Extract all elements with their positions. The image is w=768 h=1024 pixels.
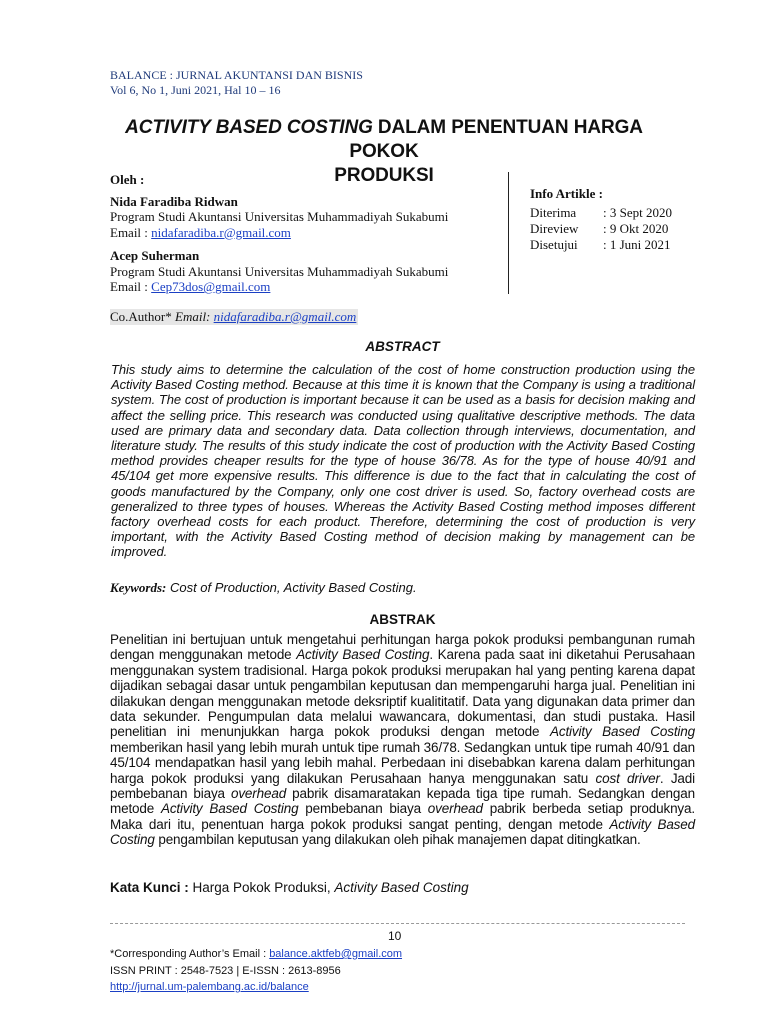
author-affiliation: Program Studi Akuntansi Universitas Muhammadiyah Sukabumi — [110, 209, 449, 224]
email-label: Email : — [110, 279, 152, 294]
keywords-text: Cost of Production, Activity Based Costing. — [166, 580, 417, 595]
corresponding-label: *Corresponding Author’s Email : — [110, 948, 270, 960]
author-email-row — [110, 225, 510, 241]
info-row — [530, 237, 730, 253]
oleh-label: Oleh : — [110, 172, 145, 187]
abstract-heading: ABSTRACT — [365, 339, 440, 354]
author-name: Nida Faradiba Ridwan — [110, 193, 238, 209]
kata-kunci-line — [110, 880, 469, 895]
info-row — [530, 221, 730, 237]
info-title: Info Artikle : — [530, 186, 603, 201]
kata-kunci-text: Harga Pokok Produksi, — [188, 880, 335, 895]
info-key: Diterima — [530, 205, 577, 220]
info-key: Disetujui — [530, 237, 578, 252]
author-email-link[interactable]: Cep73dos@gmail.com — [151, 279, 271, 294]
journal-header — [110, 68, 363, 98]
title-rest: DALAM PENENTUAN HARGA POKOK — [349, 117, 643, 162]
author-email-row — [110, 279, 510, 295]
authors-block — [110, 172, 510, 295]
article-info — [530, 186, 730, 253]
corresponding-email-row — [110, 946, 402, 963]
keywords-label: Keywords: — [110, 580, 167, 595]
title-italic: ACTIVITY BASED COSTING — [125, 117, 373, 138]
keywords-line — [110, 580, 417, 596]
coauthor-email-label: Email: — [175, 309, 214, 324]
info-value: : 9 Okt 2020 — [603, 221, 669, 236]
author-affiliation: Program Studi Akuntansi Universitas Muhammadiyah Sukabumi — [110, 263, 449, 279]
info-value: : 1 Juni 2021 — [603, 237, 671, 252]
abstract-text: This study aims to determine the calculation of the cost of home construction production using the Activity Based Costing method. Because at this time it is known that the Company is using a traditional system. The cost of production is important because it can be used as a basis for decision making and affect the selling price. This research was conducted using qualitative descriptive methods. The data used are primary data and secondary data. Data collection through interviews, documentation, and literature study. The results of this study indicate the cost of production with the Activity Based Costing method provides cheaper results for the type of house 36/78. As for the type of house 40/91 and 45/104 get more expensive results. This difference is due to the fact that in calculating the cost of goods manufactured by the Company, only one cost driver is used. So, factory overhead costs are generalized to three types of houses. Whereas the Activity Based Costing method imposes different factory overhead costs for each product. Therefore, determining the cost of production is very important, with the Activity Based Costing method of decision making by management can be improved. — [111, 362, 695, 560]
info-row — [530, 205, 730, 221]
corresponding-email-link[interactable]: balance.aktfeb@gmail.com — [269, 948, 403, 960]
journal-name: BALANCE : JURNAL AKUNTANSI DAN BISNIS — [110, 68, 363, 82]
footer — [110, 946, 402, 996]
title-line2: PRODUKSI — [334, 165, 434, 186]
abstrak-heading: ABSTRAK — [369, 612, 436, 627]
journal-volume: Vol 6, No 1, Juni 2021, Hal 10 – 16 — [110, 83, 281, 97]
kata-kunci-label: Kata Kunci : — [110, 880, 189, 895]
page-number: 10 — [388, 929, 402, 943]
footer-divider — [110, 923, 685, 924]
coauthor-line — [110, 309, 358, 325]
author-1 — [110, 194, 510, 241]
author-name: Acep Suherman — [110, 248, 200, 263]
coauthor-label: Co.Author* — [110, 309, 175, 324]
journal-url-link[interactable]: http://jurnal.um-palembang.ac.id/balance — [110, 981, 309, 993]
coauthor-email-link[interactable]: nidafaradiba.r@gmail.com — [213, 309, 357, 324]
info-value: : 3 Sept 2020 — [603, 205, 672, 220]
author-email-link[interactable]: nidafaradiba.r@gmail.com — [151, 224, 291, 240]
divider-line — [508, 172, 509, 294]
email-label: Email : — [110, 224, 152, 240]
abstrak-text: Penelitian ini bertujuan untuk mengetahui perhitungan harga pokok produksi pembangunan rumah dengan menggunakan metode Activity Based Costing. Karena pada saat ini diketahui Perusahaan menggunakan system tradisional. Harga pokok produksi merupakan hal yang penting karena dapat dijadikan sebagai dasar untuk pengambilan keputusan dan mempengaruhi harga jual. Penelitian ini dilakukan dengan menggunakan metode deksriptif kualititatif. Data yang digunakan data primer dan data sekunder. Pengumpulan data melalui wawancara, dokumentasi, dan studi pustaka. Hasil penelitian ini menunjukkan harga pokok produksi dengan metode Activity Based Costing memberikan hasil yang lebih murah untuk tipe rumah 36/78. Sedangkan untuk tipe rumah 40/91 dan 45/104 mendapatkan hasil yang lebih mahal. Perbedaan ini disebabkan karena dalam perhitungan harga pokok produksi yang dilakukan Perusahaan hanya menggunakan satu cost driver. Jadi pembebanan biaya overhead pabrik disamaratakan kepada tiga tipe rumah. Sedangkan dengan metode Activity Based Costing pembebanan biaya overhead pabrik berbeda setiap produknya. Maka dari itu, penentuan harga pokok produksi sangat penting, dengan metode Activity Based Costing pengambilan keputusan yang dilakukan oleh pihak manajemen dapat ditingkatkan. — [110, 632, 695, 848]
issn-line: ISSN PRINT : 2548-7523 | E-ISSN : 2613-8956 — [110, 964, 341, 977]
author-2 — [110, 248, 510, 295]
kata-kunci-italic: Activity Based Costing — [334, 880, 469, 895]
info-key: Direview — [530, 221, 579, 236]
